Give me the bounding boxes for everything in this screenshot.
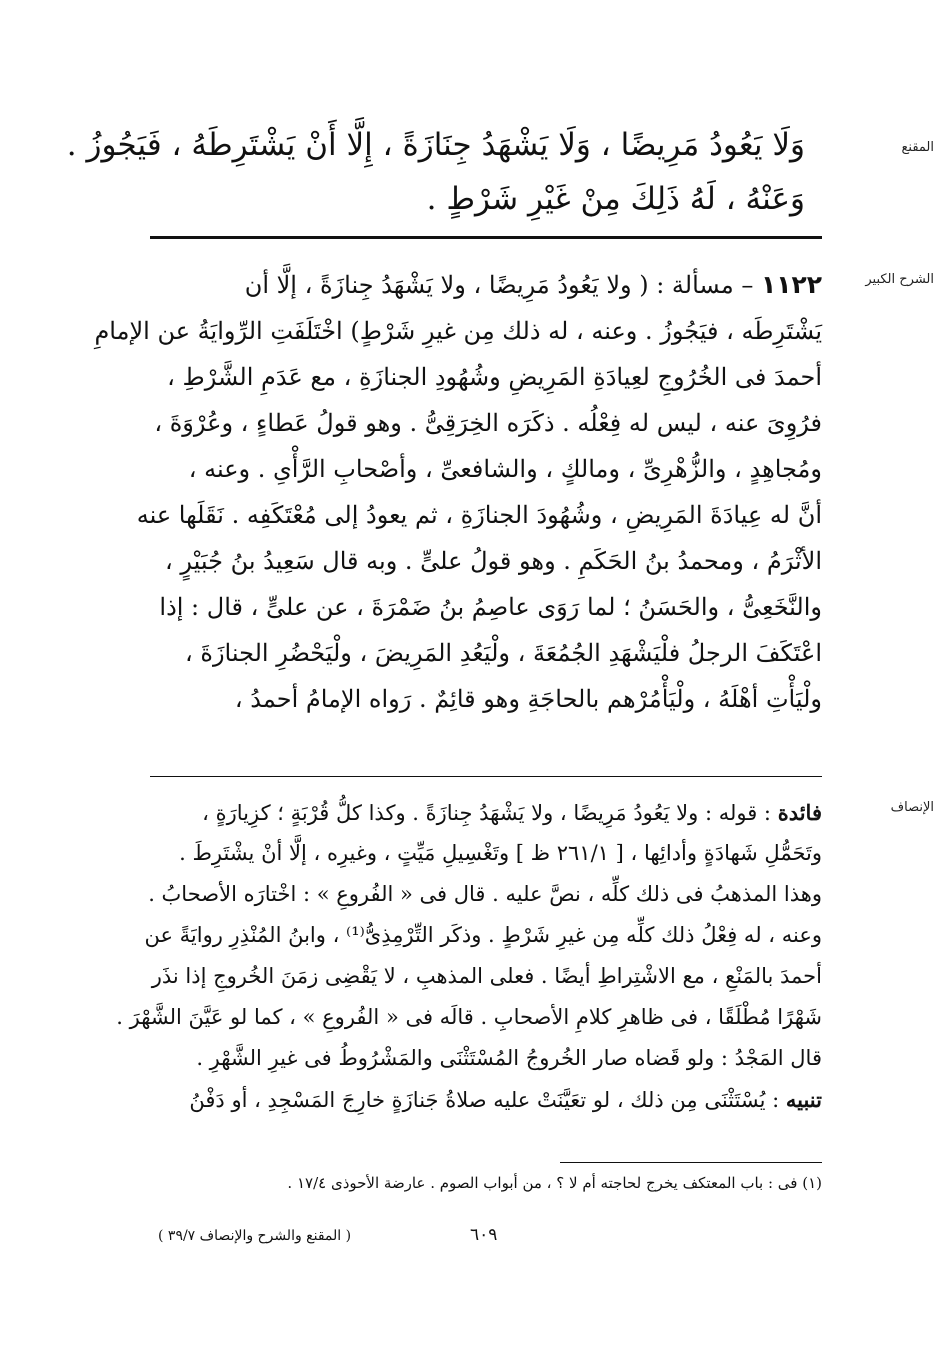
sharh-line: الأثْرَمُ ، ومحمدُ بنُ الحَكَمِ . وهو قولُ علىٍّ . وبه قال سَعِيدُ بنُ جُبَيْرٍ ، <box>165 547 822 575</box>
footnote: (١) فى : باب المعتكف يخرج لحاجته أم لا ؟ ، من أبواب الصوم . عارضة الأحوذى ١٧/٤ . <box>287 1174 822 1192</box>
sharh-line-rest: – مسألة : ( ولا يَعُودُ مَرِيضًا ، ولا يَشْهَدُ جِنازَةً ، إلَّا أن <box>244 271 761 299</box>
sharh-line: ولْيَأْتِ أهْلَهُ ، ولْيَأْمُرْهم بالحاجَةِ وهو قائِمٌ . رَواه الإمامُ أحمدُ ، <box>234 685 822 713</box>
muqni-line: وَعَنْهُ ، لَهُ ذَلِكَ مِنْ غَيْرِ شَرْطٍ . <box>426 181 805 217</box>
insaf-line: وهذا المذهبُ فى ذلك كلِّه ، نصَّ عليه . قال فى « الفُروعِ » : اخْتارَه الأصحابُ . <box>148 882 822 906</box>
tanbih-line <box>150 1079 822 1120</box>
sharh-line: أنَّ له عِيادَةَ المَرِيضِ ، وشُهُودَ الجنازَةِ ، ثم يعودُ إلى مُعْتَكَفِه . نَقَلَها عنه <box>136 501 822 529</box>
tanbih-rest: : يُسْتَثْنَى مِن ذلك ، لو تعَيَّنَتْ عليه صلاةُ جَنازَةٍ خارِجَ المَسْجِدِ ، أو دَفْنُ <box>189 1088 786 1112</box>
sharh-line: والنَّخَعِىُّ ، والحَسَنُ ؛ لما رَوَى عاصِمُ بنُ ضَمْرَةَ ، عن علىٍّ ، قال : إذا <box>159 593 822 621</box>
sharh-first-line <box>150 262 822 308</box>
section-divider <box>150 236 822 239</box>
footnote-divider <box>560 1162 822 1163</box>
sharh-line: يَشْتَرِطَه ، فيَجُوزُ . وعنه ، له ذلك مِن غيرِ شَرْطٍ) اخْتَلَفَتِ الرِّوايَةُ عن الإمامِ <box>94 317 822 345</box>
insaf-line: أحمدَ بالمَنْعِ ، مع الاشْتِراطِ أيضًا . فعلى المذهبِ ، لا يَقْضِى زمَنَ الخُروجِ إذا نذَر <box>151 964 822 988</box>
faida-lead: فائدة <box>777 800 822 825</box>
insaf-line: شَهْرًا مُطْلَقًا ، فى ظاهرِ كلامِ الأصحابِ . قالَه فى « الفُروعِ » ، كما لو عَيَّنَ الشَّهْرَ . <box>116 1005 822 1029</box>
volume-reference: ( المقنع والشرح والإنصاف ٣٩/٧ ) <box>158 1228 352 1244</box>
muqni-line: وَلَا يَعُودُ مَرِيضًا ، وَلَا يَشْهَدُ جِنَازَةً ، إِلَّا أَنْ يَشْتَرِطَهُ ، فَيَجُوزُ . <box>66 127 805 163</box>
insaf-first-line <box>150 792 822 833</box>
sharh-text <box>94 262 822 722</box>
insaf-line: وتَحَمُّلِ شَهادَةٍ وأدائِها ، [ ٢٦١/١ ظ ] وتَغْسِيلِ مَيِّتٍ ، وغيرِه ، إلَّا أنْ يشْتَرِطَ . <box>179 841 822 865</box>
tanbih-lead: تنبيه <box>785 1087 822 1112</box>
insaf-line: وعنه ، له فِعْلُ ذلك كلِّه مِن غيرِ شَرْطٍ . وذكَر التِّرْمِذِىُّ⁽¹⁾ ، وابنُ المُنْذِرِ روايَةً عن <box>144 923 822 947</box>
insaf-line-rest: : قوله : ولا يَعُودُ مَرِيضًا ، ولا يَشْهَدُ جِنازَةً . وكذا كلُّ قُرْبَةٍ ؛ كزِيارَةٍ ، <box>202 801 778 825</box>
muqni-text <box>66 118 805 226</box>
sharh-line: ومُجاهِدٍ ، والزُّهْرِىِّ ، ومالكٍ ، والشافعىِّ ، وأصْحابِ الرَّأْىِ . وعنه ، <box>188 455 822 483</box>
muqni-label: المقنع <box>901 140 934 155</box>
insaf-line: قال المَجْدُ : ولو قَضاه صار الخُروجُ المُسْتَثْنَى والمَشْرُوطُ فى غيرِ الشَّهْرِ . <box>196 1046 822 1070</box>
page-number: ٦٠٩ <box>470 1225 498 1245</box>
sharh-line: فرُوِىَ عنه ، ليس له فِعْلُه . ذكَرَه الخِرَقِىُّ . وهو قولُ عَطاءٍ ، وعُرْوَةَ ، <box>154 409 822 437</box>
insaf-label: الإنصاف <box>890 800 934 815</box>
sharh-label: الشرح الكبير <box>865 272 934 287</box>
insaf-text <box>116 792 822 1120</box>
masala-number: ١١٢٢ <box>760 270 822 299</box>
section-divider <box>150 776 822 777</box>
sharh-line: اعْتَكَفَ الرجلُ فلْيَشْهَدِ الجُمُعَةَ ، ولْيَعُدِ المَرِيضَ ، ولْيَحْضُرِ الجنازَةَ ، <box>185 639 822 667</box>
sharh-line: أحمدَ فى الخُرُوجِ لعِيادَةِ المَرِيضِ وشُهُودِ الجنازَةِ ، مع عَدَمِ الشَّرْطِ ، <box>167 363 822 391</box>
